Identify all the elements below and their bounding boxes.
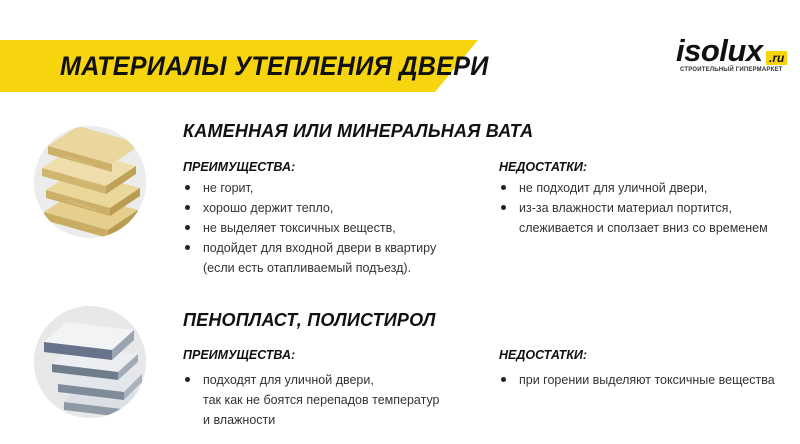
cons-list-polystyrene: [499, 370, 775, 390]
logo-tagline: СТРОИТЕЛЬНЫЙ ГИПЕРМАРКЕТ: [680, 67, 783, 73]
bullet-icon: [501, 205, 506, 210]
bullet-icon: [185, 205, 190, 210]
bullet-icon: [501, 377, 506, 382]
list-item: не горит,: [183, 178, 436, 198]
list-item: из-за влажности материал портится, слеживается и сползает вниз со временем: [499, 198, 768, 238]
logo-tld: .ru: [766, 51, 787, 65]
pros-title-polystyrene: ПРЕИМУЩЕСТВА:: [183, 348, 296, 362]
list-item: не выделяет токсичных веществ,: [183, 218, 436, 238]
polystyrene-icon: [34, 306, 146, 418]
polystyrene-image: [34, 306, 146, 418]
mineral-wool-image: [34, 126, 146, 238]
page-title: МАТЕРИАЛЫ УТЕПЛЕНИЯ ДВЕРИ: [60, 51, 489, 81]
cons-list-mineral-wool: [499, 178, 768, 238]
list-item: подойдет для входной двери в квартиру (если есть отапливаемый подъезд).: [183, 238, 436, 278]
mineral-wool-icon: [34, 126, 146, 238]
list-item: не подходит для уличной двери,: [499, 178, 768, 198]
pros-list-polystyrene: [183, 370, 440, 430]
logo-word: isolux: [676, 33, 763, 68]
cons-title-polystyrene: НЕДОСТАТКИ:: [499, 348, 588, 362]
bullet-icon: [185, 185, 190, 190]
section-title-mineral-wool: КАМЕННАЯ ИЛИ МИНЕРАЛЬНАЯ ВАТА: [183, 121, 534, 141]
pros-title-mineral-wool: ПРЕИМУЩЕСТВА:: [183, 160, 296, 174]
list-item: при горении выделяют токсичные вещества: [499, 370, 775, 390]
isolux-logo[interactable]: [676, 33, 794, 78]
bullet-icon: [185, 225, 190, 230]
bullet-icon: [185, 377, 190, 382]
list-item: подходят для уличной двери, так как не боятся перепадов температур и влажности: [183, 370, 440, 430]
cons-title-mineral-wool: НЕДОСТАТКИ:: [499, 160, 588, 174]
bullet-icon: [501, 185, 506, 190]
bullet-icon: [185, 245, 190, 250]
pros-list-mineral-wool: [183, 178, 436, 278]
list-item: хорошо держит тепло,: [183, 198, 436, 218]
section-title-polystyrene: ПЕНОПЛАСТ, ПОЛИСТИРОЛ: [183, 310, 436, 330]
